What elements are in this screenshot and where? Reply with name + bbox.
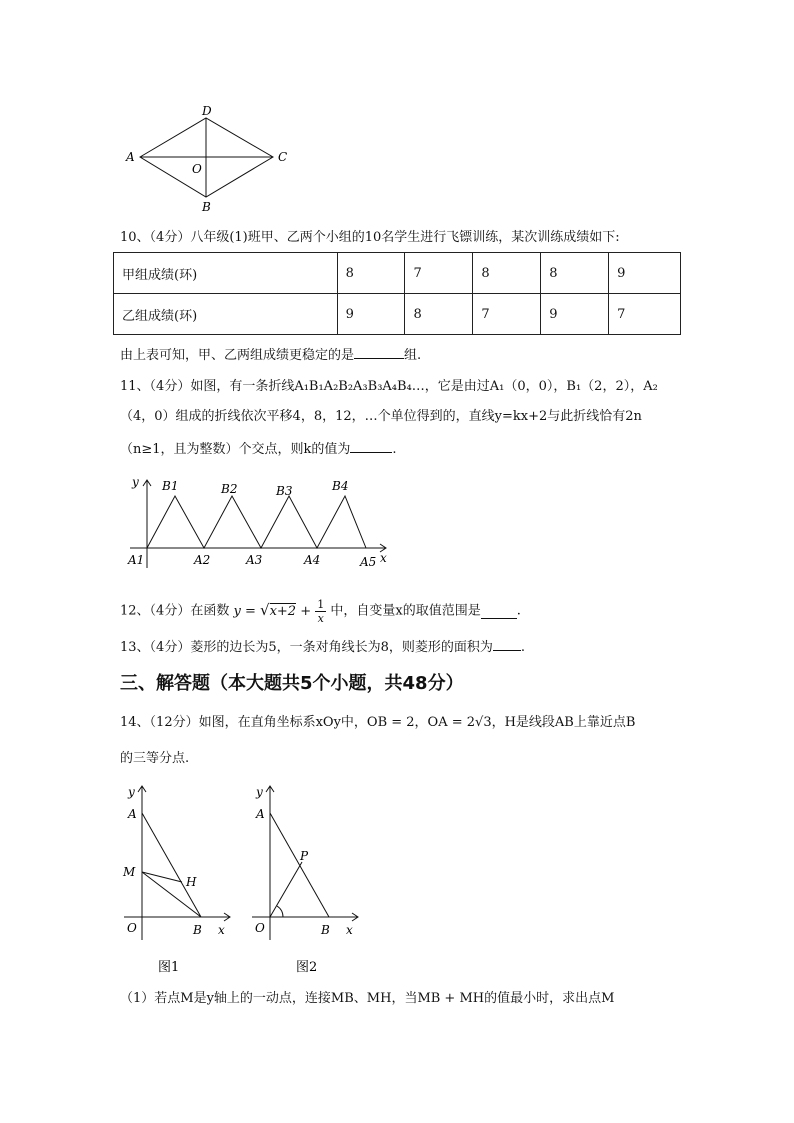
table-cell: 7 (609, 294, 681, 335)
table-cell: 8 (405, 294, 473, 335)
q11-line1: 11、（4分）如图，有一条折线A₁B₁A₂B₂A₃B₃A₄B₄…，它是由过A₁（0，0），B₁（2，2），A₂ (120, 379, 658, 394)
row-label: 乙组成绩(环) (114, 294, 338, 335)
q11-line3 (120, 438, 397, 459)
label-d: D (202, 104, 212, 118)
label-a2: A2 (194, 553, 211, 567)
table-row (114, 294, 681, 335)
formula-eq: = (244, 604, 256, 619)
table-cell: 7 (473, 294, 541, 335)
formula-radicand: x+2 (269, 604, 297, 619)
label-b: B (202, 200, 211, 214)
label-o: O (127, 921, 137, 935)
answer-blank[interactable] (354, 344, 404, 359)
table-cell: 7 (405, 253, 473, 294)
q12-text: 12、（4分）在函数 (120, 603, 230, 619)
q11-line3-end: . (392, 442, 397, 457)
formula-y: y (233, 604, 241, 619)
table-cell: 8 (541, 253, 609, 294)
table-cell: 9 (609, 253, 681, 294)
label-c: C (278, 150, 288, 164)
answer-blank[interactable] (481, 604, 517, 619)
figure-caption: 图2 (296, 960, 318, 975)
label-a: A (126, 150, 135, 164)
zigzag-figure (122, 474, 402, 574)
axis-y-label: y (128, 785, 135, 799)
label-b1: B1 (162, 479, 179, 493)
sqrt-sign: √ (260, 601, 270, 619)
fraction-numerator: 1 (317, 598, 325, 611)
label-a: A (128, 807, 137, 821)
label-h: H (186, 875, 197, 889)
q10-answer-end: 组. (404, 348, 422, 363)
label-a: A (256, 807, 265, 821)
q12-end: . (516, 603, 521, 619)
fraction (315, 598, 326, 625)
row-label: 甲组成绩(环) (114, 253, 338, 294)
label-b: B (193, 923, 202, 937)
fraction-denominator: x (317, 612, 324, 625)
label-b3: B3 (276, 484, 293, 498)
section-title: 三、解答题（本大题共5个小题，共48分） (120, 673, 464, 694)
figure-2 (246, 780, 366, 980)
figure-caption: 图1 (158, 960, 180, 975)
formula-plus: + (300, 604, 312, 619)
q13-text: 13、（4分）菱形的边长为5，一条对角线长为8，则菱形的面积为 (120, 640, 493, 655)
q13-end: . (520, 640, 525, 655)
q10-answer (120, 344, 421, 365)
q11-line2: （4，0）组成的折线依次平移4，8，12，…个单位得到的，直线y=kx+2与此折线恰有2n (120, 409, 642, 424)
axis-x-label: x (218, 923, 225, 937)
label-b: B (321, 923, 330, 937)
score-table (113, 252, 681, 335)
table-cell: 9 (541, 294, 609, 335)
axis-x-label: x (380, 551, 387, 565)
q12-text-after: 中，自变量x的取值范围是 (330, 603, 481, 619)
table-cell: 8 (473, 253, 541, 294)
q10-stem: 10、（4分）八年级(1)班甲、乙两个小组的10名学生进行飞镖训练，某次训练成绩如下: (120, 230, 620, 245)
label-a1: A1 (128, 553, 145, 567)
answer-blank[interactable] (493, 636, 521, 651)
figure-1 (118, 780, 238, 980)
axis-x-label: x (346, 923, 353, 937)
axis-y-label: y (132, 475, 139, 489)
label-o: O (255, 921, 265, 935)
label-p: P (300, 849, 309, 863)
q14-line1: 14、（12分）如图，在直角坐标系xOy中，OB = 2，OA = 2√3，H是线段AB上靠近点B (120, 715, 636, 730)
label-m: M (123, 865, 136, 879)
q14-line2: 的三等分点. (120, 751, 190, 766)
label-b4: B4 (332, 479, 349, 493)
label-o: O (192, 162, 202, 176)
answer-blank[interactable] (350, 438, 392, 453)
q13 (120, 636, 525, 657)
table-cell: 8 (337, 253, 405, 294)
rhombus-figure (120, 100, 300, 216)
axis-y-label: y (256, 785, 263, 799)
q14-part1: （1）若点M是y轴上的一动点，连接MB、MH，当MB + MH的值最小时，求出点M (120, 991, 615, 1006)
q12 (120, 598, 521, 628)
label-a4: A4 (304, 553, 321, 567)
table-row (114, 253, 681, 294)
q11-line3-text: （n≥1，且为整数）个交点，则k的值为 (120, 442, 351, 457)
label-a3: A3 (246, 553, 263, 567)
q10-answer-text: 由上表可知，甲、乙两组成绩更稳定的是 (120, 348, 355, 363)
table-cell: 9 (337, 294, 405, 335)
label-a5: A5 (360, 555, 377, 569)
label-b2: B2 (221, 482, 238, 496)
q12-formula (233, 598, 326, 625)
